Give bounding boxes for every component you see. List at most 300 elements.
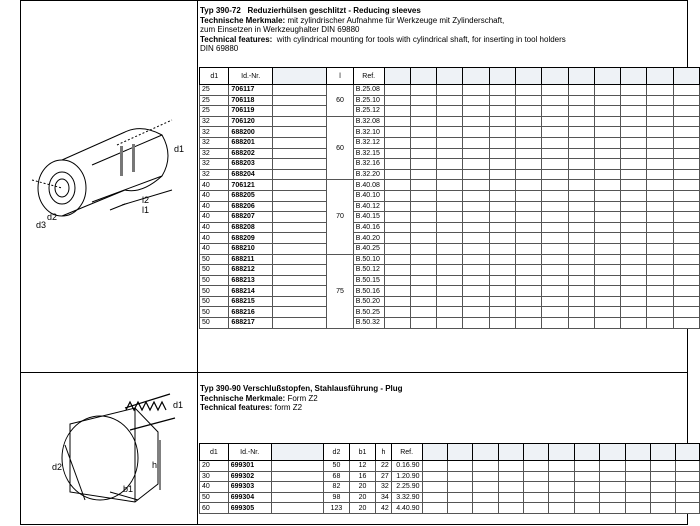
cell-empty — [463, 243, 489, 254]
col-id: Id.-Nr. — [229, 68, 272, 85]
cell-empty — [568, 265, 594, 276]
cell-empty — [473, 492, 498, 503]
cell-empty — [542, 106, 568, 117]
cell-id: 688209 — [229, 233, 272, 244]
cell-id: 699303 — [228, 482, 271, 493]
cell-h: 42 — [376, 503, 392, 514]
cell-empty — [437, 159, 463, 170]
cell-empty — [489, 212, 515, 223]
cell-empty — [384, 137, 410, 148]
cell-empty — [463, 222, 489, 233]
col-d1: d1 — [200, 68, 229, 85]
table-row — [200, 254, 700, 265]
cell-d1: 25 — [200, 85, 229, 96]
cell-blank — [272, 116, 326, 127]
cell-empty — [384, 307, 410, 318]
cell-empty — [437, 307, 463, 318]
cell-empty — [594, 212, 620, 223]
cell-empty — [621, 159, 647, 170]
table-row — [200, 471, 700, 482]
cell-empty — [437, 212, 463, 223]
cell-empty — [549, 471, 574, 482]
cell-empty — [384, 222, 410, 233]
cell-blank — [272, 159, 326, 170]
cell-empty — [542, 307, 568, 318]
cell-empty — [568, 95, 594, 106]
label-d1: d1 — [174, 144, 185, 154]
table-row — [200, 318, 700, 329]
cell-ref: 4.40.90 — [391, 503, 422, 514]
cell-empty — [647, 85, 673, 96]
cell-l: 75 — [327, 254, 354, 328]
cell-empty — [489, 286, 515, 297]
col-empty — [498, 444, 523, 461]
label-plug-b1: b1 — [123, 484, 134, 494]
col-empty — [621, 68, 647, 85]
cell-d1: 25 — [200, 95, 229, 106]
cell-empty — [676, 461, 700, 472]
cell-empty — [574, 461, 599, 472]
cell-blank — [271, 492, 323, 503]
cell-empty — [549, 461, 574, 472]
cell-ref: B.40.12 — [353, 201, 384, 212]
cell-empty — [463, 106, 489, 117]
cell-empty — [673, 201, 699, 212]
cell-empty — [384, 275, 410, 286]
table-row — [200, 127, 700, 138]
cell-empty — [463, 148, 489, 159]
cell-empty — [516, 169, 542, 180]
cell-empty — [549, 503, 574, 514]
cell-empty — [542, 85, 568, 96]
cell-empty — [568, 137, 594, 148]
cell-ref: B.25.08 — [353, 85, 384, 96]
cell-empty — [647, 243, 673, 254]
cell-empty — [568, 222, 594, 233]
cell-id: 699304 — [228, 492, 271, 503]
cell-ref: 1.20.90 — [391, 471, 422, 482]
cell-id: 688212 — [229, 265, 272, 276]
cell-ref: B.50.25 — [353, 307, 384, 318]
cell-empty — [542, 275, 568, 286]
cell-d2: 50 — [323, 461, 349, 472]
cell-empty — [473, 471, 498, 482]
cell-d2: 98 — [323, 492, 349, 503]
cell-empty — [673, 85, 699, 96]
cell-ref: B.25.12 — [353, 106, 384, 117]
cell-empty — [568, 233, 594, 244]
cell-empty — [463, 265, 489, 276]
bottom-border — [20, 524, 687, 525]
cell-empty — [673, 318, 699, 329]
cell-empty — [621, 254, 647, 265]
cell-empty — [516, 318, 542, 329]
top-border — [20, 0, 687, 1]
cell-d1: 40 — [200, 482, 229, 493]
cell-empty — [437, 265, 463, 276]
cell-empty — [410, 265, 436, 276]
cell-empty — [498, 492, 523, 503]
cell-empty — [594, 159, 620, 170]
table-row — [200, 85, 700, 96]
cell-blank — [272, 180, 326, 191]
cell-empty — [437, 106, 463, 117]
table-row — [200, 95, 700, 106]
cell-d1: 20 — [200, 461, 229, 472]
cell-blank — [272, 233, 326, 244]
section2-de-label: Technische Merkmale: — [200, 393, 286, 403]
cell-blank — [272, 95, 326, 106]
cell-empty — [594, 275, 620, 286]
cell-empty — [542, 233, 568, 244]
col-empty — [524, 444, 549, 461]
cell-empty — [384, 85, 410, 96]
cell-ref: B.40.10 — [353, 190, 384, 201]
cell-empty — [673, 95, 699, 106]
cell-empty — [625, 492, 650, 503]
cell-empty — [542, 296, 568, 307]
cell-empty — [621, 85, 647, 96]
cell-empty — [568, 201, 594, 212]
cell-empty — [600, 461, 625, 472]
cell-empty — [676, 503, 700, 514]
col-ref: Ref. — [353, 68, 384, 85]
cell-empty — [489, 137, 515, 148]
cell-empty — [516, 254, 542, 265]
section2-en-text: form Z2 — [274, 403, 303, 412]
cell-empty — [568, 254, 594, 265]
cell-empty — [542, 254, 568, 265]
cell-empty — [516, 286, 542, 297]
cell-empty — [410, 85, 436, 96]
cell-empty — [410, 159, 436, 170]
cell-empty — [650, 471, 675, 482]
cell-empty — [516, 95, 542, 106]
cell-empty — [673, 222, 699, 233]
cell-empty — [463, 233, 489, 244]
cell-empty — [621, 169, 647, 180]
cell-empty — [473, 503, 498, 514]
cell-empty — [621, 296, 647, 307]
cell-id: 688202 — [229, 148, 272, 159]
cell-empty — [516, 307, 542, 318]
cell-empty — [410, 275, 436, 286]
cell-empty — [673, 296, 699, 307]
cell-blank — [272, 169, 326, 180]
cell-empty — [384, 190, 410, 201]
cell-empty — [437, 222, 463, 233]
cell-empty — [594, 265, 620, 276]
cell-empty — [463, 318, 489, 329]
cell-blank — [271, 482, 323, 493]
cell-empty — [410, 169, 436, 180]
cell-blank — [271, 471, 323, 482]
cell-empty — [524, 482, 549, 493]
cell-empty — [410, 243, 436, 254]
col-empty — [647, 68, 673, 85]
cell-empty — [516, 127, 542, 138]
cell-empty — [647, 286, 673, 297]
cell-empty — [600, 503, 625, 514]
cell-empty — [447, 482, 472, 493]
cell-b1: 20 — [350, 482, 376, 493]
cell-ref: B.32.12 — [353, 137, 384, 148]
table-row — [200, 222, 700, 233]
cell-empty — [410, 127, 436, 138]
cell-empty — [410, 233, 436, 244]
cell-empty — [498, 461, 523, 472]
cell-empty — [647, 159, 673, 170]
cell-empty — [621, 212, 647, 223]
cell-empty — [410, 254, 436, 265]
cell-empty — [422, 482, 447, 493]
cell-empty — [594, 137, 620, 148]
cell-empty — [489, 116, 515, 127]
cell-empty — [384, 318, 410, 329]
cell-empty — [568, 275, 594, 286]
table-row — [200, 243, 700, 254]
cell-empty — [463, 190, 489, 201]
cell-empty — [594, 106, 620, 117]
cell-empty — [463, 307, 489, 318]
cell-empty — [542, 222, 568, 233]
col-empty — [574, 444, 599, 461]
cell-empty — [542, 95, 568, 106]
cell-empty — [673, 169, 699, 180]
cell-empty — [673, 180, 699, 191]
cell-ref: 2.25.90 — [391, 482, 422, 493]
cell-empty — [542, 190, 568, 201]
cell-empty — [384, 254, 410, 265]
section2-header — [200, 384, 403, 413]
cell-ref: B.40.20 — [353, 233, 384, 244]
cell-blank — [272, 222, 326, 233]
cell-empty — [542, 127, 568, 138]
cell-empty — [437, 95, 463, 106]
cell-empty — [463, 212, 489, 223]
cell-empty — [516, 201, 542, 212]
cell-empty — [516, 296, 542, 307]
cell-empty — [516, 233, 542, 244]
cell-id: 688207 — [229, 212, 272, 223]
cell-ref: B.50.15 — [353, 275, 384, 286]
col-empty — [542, 68, 568, 85]
cell-d1: 32 — [200, 127, 229, 138]
cell-empty — [463, 137, 489, 148]
cell-empty — [410, 190, 436, 201]
cell-empty — [647, 265, 673, 276]
cell-id: 688211 — [229, 254, 272, 265]
cell-empty — [437, 85, 463, 96]
cell-empty — [410, 286, 436, 297]
cell-empty — [542, 201, 568, 212]
cell-empty — [594, 286, 620, 297]
cell-empty — [647, 201, 673, 212]
cell-empty — [673, 190, 699, 201]
cell-empty — [647, 254, 673, 265]
cell-blank — [271, 461, 323, 472]
cell-id: 699302 — [228, 471, 271, 482]
cell-empty — [489, 127, 515, 138]
cell-blank — [272, 243, 326, 254]
cell-empty — [647, 318, 673, 329]
cell-id: 706120 — [229, 116, 272, 127]
label-d2: d2 — [47, 212, 58, 222]
cell-empty — [524, 461, 549, 472]
cell-d1: 50 — [200, 265, 229, 276]
table-row — [200, 233, 700, 244]
cell-id: 688213 — [229, 275, 272, 286]
col-blank — [272, 68, 326, 85]
cell-empty — [410, 318, 436, 329]
cell-ref: B.50.32 — [353, 318, 384, 329]
cell-empty — [647, 307, 673, 318]
cell-empty — [673, 307, 699, 318]
cell-empty — [673, 116, 699, 127]
label-l1: l1 — [142, 205, 150, 215]
cell-empty — [437, 318, 463, 329]
cell-d1: 40 — [200, 180, 229, 191]
cell-empty — [621, 318, 647, 329]
col-empty — [447, 444, 472, 461]
cell-empty — [542, 159, 568, 170]
cell-empty — [498, 482, 523, 493]
plug-drawing — [40, 380, 195, 520]
table-row — [200, 461, 700, 472]
cell-empty — [594, 116, 620, 127]
cell-empty — [568, 190, 594, 201]
cell-h: 22 — [376, 461, 392, 472]
cell-empty — [516, 243, 542, 254]
cell-empty — [437, 116, 463, 127]
cell-blank — [272, 212, 326, 223]
cell-empty — [437, 275, 463, 286]
cell-empty — [384, 159, 410, 170]
label-plug-h: h — [152, 460, 158, 470]
cell-id: 688208 — [229, 222, 272, 233]
cell-empty — [594, 233, 620, 244]
cell-empty — [647, 137, 673, 148]
section1-de-text: mit zylindrischer Aufnahme für Werkzeuge mit Zylinderschaft, — [287, 15, 505, 25]
cell-empty — [422, 471, 447, 482]
cell-empty — [673, 233, 699, 244]
table-row — [200, 180, 700, 191]
cell-empty — [647, 180, 673, 191]
cell-empty — [594, 127, 620, 138]
col-empty — [473, 444, 498, 461]
cell-empty — [437, 201, 463, 212]
cell-empty — [498, 471, 523, 482]
cell-empty — [437, 180, 463, 191]
label-plug-d2: d2 — [52, 462, 63, 472]
cell-empty — [621, 222, 647, 233]
cell-empty — [489, 85, 515, 96]
cell-empty — [410, 137, 436, 148]
cell-empty — [542, 243, 568, 254]
cell-empty — [650, 482, 675, 493]
cell-empty — [384, 265, 410, 276]
table-row — [200, 482, 700, 493]
cell-id: 688215 — [229, 296, 272, 307]
cell-empty — [489, 233, 515, 244]
cell-empty — [574, 503, 599, 514]
cell-ref: B.50.16 — [353, 286, 384, 297]
cell-blank — [272, 106, 326, 117]
cell-empty — [384, 296, 410, 307]
cell-empty — [568, 296, 594, 307]
column-divider — [197, 0, 198, 525]
section1-type: Typ 390-72 — [200, 6, 241, 15]
cell-empty — [647, 190, 673, 201]
cell-empty — [676, 492, 700, 503]
cell-empty — [600, 471, 625, 482]
cell-empty — [410, 307, 436, 318]
cell-empty — [489, 222, 515, 233]
cell-empty — [673, 212, 699, 223]
table-row — [200, 492, 700, 503]
col-d1: d1 — [200, 444, 229, 461]
cell-empty — [489, 296, 515, 307]
cell-empty — [384, 233, 410, 244]
cell-ref: B.40.08 — [353, 180, 384, 191]
cell-empty — [410, 296, 436, 307]
cell-l: 70 — [327, 180, 354, 254]
cell-d1: 50 — [200, 254, 229, 265]
table-row — [200, 212, 700, 223]
col-empty — [594, 68, 620, 85]
cell-empty — [647, 148, 673, 159]
cell-empty — [568, 148, 594, 159]
cell-empty — [489, 180, 515, 191]
cell-empty — [621, 137, 647, 148]
section2-en-label: Technical features: — [200, 403, 273, 412]
cell-empty — [489, 307, 515, 318]
cell-ref: B.32.15 — [353, 148, 384, 159]
cell-empty — [647, 212, 673, 223]
cell-d1: 40 — [200, 243, 229, 254]
cell-empty — [447, 471, 472, 482]
cell-l: 60 — [327, 85, 354, 117]
cell-empty — [549, 482, 574, 493]
table-row — [200, 106, 700, 117]
cell-d2: 82 — [323, 482, 349, 493]
col-empty — [384, 68, 410, 85]
col-empty — [489, 68, 515, 85]
cell-blank — [272, 307, 326, 318]
section2-title: Typ 390-90 Verschlußstopfen, Stahlausführung - Plug — [200, 384, 403, 393]
cell-empty — [647, 296, 673, 307]
cell-empty — [621, 116, 647, 127]
cell-empty — [568, 127, 594, 138]
cell-empty — [621, 190, 647, 201]
cell-empty — [568, 243, 594, 254]
cell-empty — [489, 201, 515, 212]
cell-empty — [673, 254, 699, 265]
cell-empty — [647, 116, 673, 127]
cell-empty — [516, 116, 542, 127]
reducing-sleeve-drawing — [22, 110, 197, 250]
cell-empty — [516, 212, 542, 223]
col-empty — [625, 444, 650, 461]
label-l2: l2 — [142, 195, 150, 205]
cell-empty — [384, 212, 410, 223]
cell-empty — [437, 127, 463, 138]
cell-empty — [463, 127, 489, 138]
cell-empty — [489, 169, 515, 180]
cell-empty — [516, 106, 542, 117]
cell-empty — [463, 286, 489, 297]
cell-id: 688214 — [229, 286, 272, 297]
